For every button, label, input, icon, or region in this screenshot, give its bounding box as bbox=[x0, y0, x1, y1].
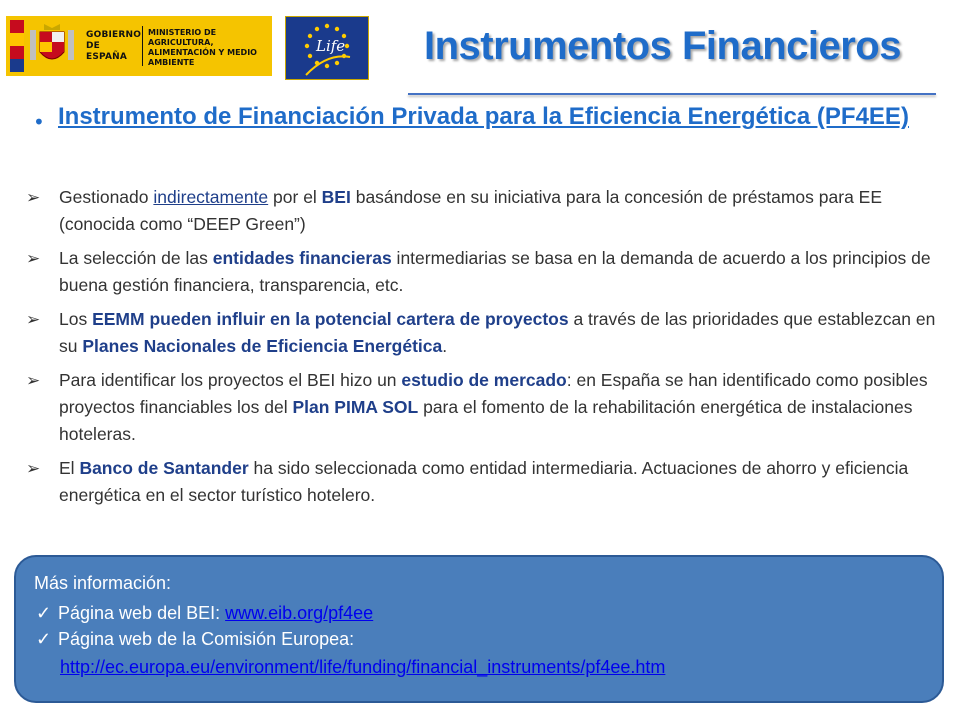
point-text: Gestionado bbox=[59, 187, 154, 207]
list-item bbox=[26, 306, 936, 360]
spanish-flag-icon bbox=[10, 20, 24, 72]
point-text: basándose en su iniciativa para la concesión de préstamos para EE (conocida como “DEEP Green”) bbox=[59, 187, 883, 234]
point-text: para el fomento de la rehabilitación energética de instalaciones hoteleras. bbox=[59, 397, 913, 444]
point-bold-text: EEMM pueden influir en la potencial cartera de proyectos bbox=[92, 309, 569, 329]
arrow-bullet-icon: ➢ bbox=[26, 459, 41, 478]
point-text: por el bbox=[268, 187, 322, 207]
ministry-label: MINISTERIO DE AGRICULTURA, ALIMENTACIÓN Y MEDIO AMBIENTE bbox=[148, 28, 257, 67]
coat-of-arms-icon bbox=[28, 22, 76, 70]
list-item bbox=[26, 455, 936, 509]
title-underline bbox=[408, 93, 936, 95]
checkmark-icon: ✓ bbox=[36, 629, 52, 649]
point-bold-text: Plan PIMA SOL bbox=[292, 397, 419, 417]
checkmark-icon: ✓ bbox=[36, 603, 52, 623]
arrow-bullet-icon: ➢ bbox=[26, 310, 41, 329]
bullet-dot-icon: • bbox=[33, 110, 45, 134]
life-label: Life bbox=[316, 37, 346, 55]
commission-link[interactable]: http://ec.europa.eu/environment/life/funding/financial_instruments/pf4ee.htm bbox=[60, 657, 666, 677]
info-line-commission-url bbox=[60, 657, 665, 678]
point-text: . bbox=[442, 336, 448, 356]
point-text: ha sido seleccionada como entidad intermediaria. Actuaciones de ahorro y eficiencia energética en el sector turístico hotelero. bbox=[59, 458, 909, 505]
main-heading: Instrumento de Financiación Privada para la Eficiencia Energética (PF4EE) bbox=[58, 103, 909, 130]
spain-government-logo bbox=[6, 16, 272, 76]
info-label: Página web del BEI: bbox=[58, 603, 226, 623]
info-line-commission bbox=[36, 629, 354, 650]
bullet-list bbox=[26, 184, 936, 516]
point-text: intermediarias se basa en la demanda de acuerdo a los principios de buena gestión financiera, transparencia, etc. bbox=[59, 248, 931, 295]
point-text: El bbox=[59, 458, 80, 478]
logo-divider bbox=[142, 26, 143, 66]
list-item bbox=[26, 367, 936, 448]
point-text: Los bbox=[59, 309, 93, 329]
point-text: La selección de las bbox=[59, 248, 213, 268]
point-underlined-text: indirectamente bbox=[153, 187, 269, 207]
arrow-bullet-icon: ➢ bbox=[26, 371, 41, 390]
arrow-bullet-icon: ➢ bbox=[26, 188, 41, 207]
point-bold-text: entidades financieras bbox=[212, 248, 392, 268]
point-bold-text: BEI bbox=[321, 187, 351, 207]
point-text: a través de las prioridades que establezcan en su bbox=[59, 309, 936, 356]
list-item bbox=[26, 245, 936, 299]
eu-stars-icon bbox=[286, 17, 368, 79]
page-title: Instrumentos Financieros bbox=[424, 24, 901, 68]
more-info-box bbox=[14, 555, 944, 703]
info-label: Página web de la Comisión Europea: bbox=[58, 629, 355, 649]
point-bold-text: Planes Nacionales de Eficiencia Energética bbox=[82, 336, 443, 356]
point-text: : en España se han identificado como posibles proyectos financiables los del bbox=[59, 370, 928, 417]
list-item bbox=[26, 184, 936, 238]
bei-link[interactable]: www.eib.org/pf4ee bbox=[225, 603, 374, 623]
info-title: Más información: bbox=[34, 573, 172, 593]
point-bold-text: Banco de Santander bbox=[79, 458, 249, 478]
eu-life-logo bbox=[285, 16, 369, 80]
arrow-bullet-icon: ➢ bbox=[26, 249, 41, 268]
point-bold-text: estudio de mercado bbox=[401, 370, 567, 390]
info-line-bei bbox=[36, 603, 373, 624]
point-text: Para identificar los proyectos el BEI hizo un bbox=[59, 370, 402, 390]
gov-label: GOBIERNO DE ESPAÑA bbox=[86, 30, 142, 62]
